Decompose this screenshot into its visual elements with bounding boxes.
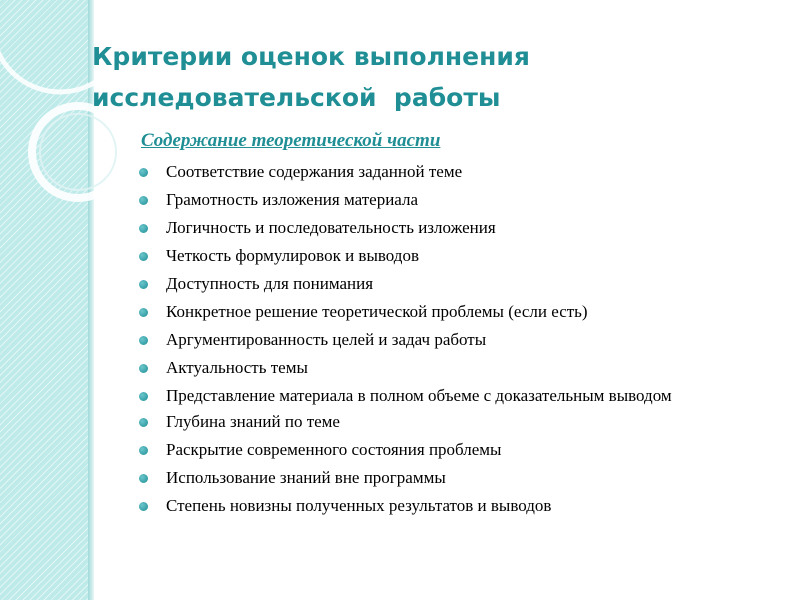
bullet-icon bbox=[139, 308, 148, 317]
list-item-text: Логичность и последовательность изложения bbox=[166, 218, 496, 237]
list-item bbox=[139, 163, 779, 180]
list-item bbox=[139, 413, 779, 430]
list-item bbox=[139, 303, 779, 320]
list-item-text: Доступность для понимания bbox=[166, 274, 374, 293]
list-item-text: Конкретное решение теоретической проблемы (если есть) bbox=[166, 302, 588, 321]
bullet-icon bbox=[139, 502, 148, 511]
slide-title-line-2: исследовательской работы bbox=[92, 83, 501, 112]
list-item bbox=[139, 497, 779, 514]
bullet-icon bbox=[139, 252, 148, 261]
list-item-text: Грамотность изложения материала bbox=[166, 190, 419, 209]
bullet-icon bbox=[139, 364, 148, 373]
list-item bbox=[139, 387, 779, 404]
bullet-icon bbox=[139, 280, 148, 289]
bullet-icon bbox=[139, 336, 148, 345]
bullet-icon bbox=[139, 196, 148, 205]
bullet-icon bbox=[139, 474, 148, 483]
criteria-list bbox=[139, 163, 779, 525]
list-item-text: Актуальность темы bbox=[166, 358, 308, 377]
list-item bbox=[139, 331, 779, 348]
bullet-icon bbox=[139, 446, 148, 455]
list-item bbox=[139, 219, 779, 236]
bullet-icon bbox=[139, 168, 148, 177]
list-item-text: Представление материала в полном объеме с доказательным выводом bbox=[166, 386, 672, 405]
list-item-text: Аргументированность целей и задач работы bbox=[166, 330, 487, 349]
list-item bbox=[139, 469, 779, 486]
list-item-text: Четкость формулировок и выводов bbox=[166, 246, 419, 265]
slide-title-line-1: Критерии оценок выполнения bbox=[92, 42, 530, 71]
list-item bbox=[139, 441, 779, 458]
slide-title bbox=[92, 36, 772, 118]
list-item-text: Степень новизны полученных результатов и выводов bbox=[166, 496, 552, 515]
list-item bbox=[139, 275, 779, 292]
decorative-circle-bottom bbox=[32, 106, 124, 198]
section-subtitle: Содержание теоретической части bbox=[141, 130, 441, 151]
list-item bbox=[139, 247, 779, 264]
list-item-text: Раскрытие современного состояния проблемы bbox=[166, 440, 502, 459]
decorative-circle-inner bbox=[40, 114, 116, 190]
list-item-text: Соответствие содержания заданной теме bbox=[166, 162, 463, 181]
list-item bbox=[139, 191, 779, 208]
bullet-icon bbox=[139, 392, 148, 401]
list-item-text: Использование знаний вне программы bbox=[166, 468, 446, 487]
list-item bbox=[139, 359, 779, 376]
bullet-icon bbox=[139, 418, 148, 427]
list-item-text: Глубина знаний по теме bbox=[166, 412, 340, 431]
bullet-icon bbox=[139, 224, 148, 233]
